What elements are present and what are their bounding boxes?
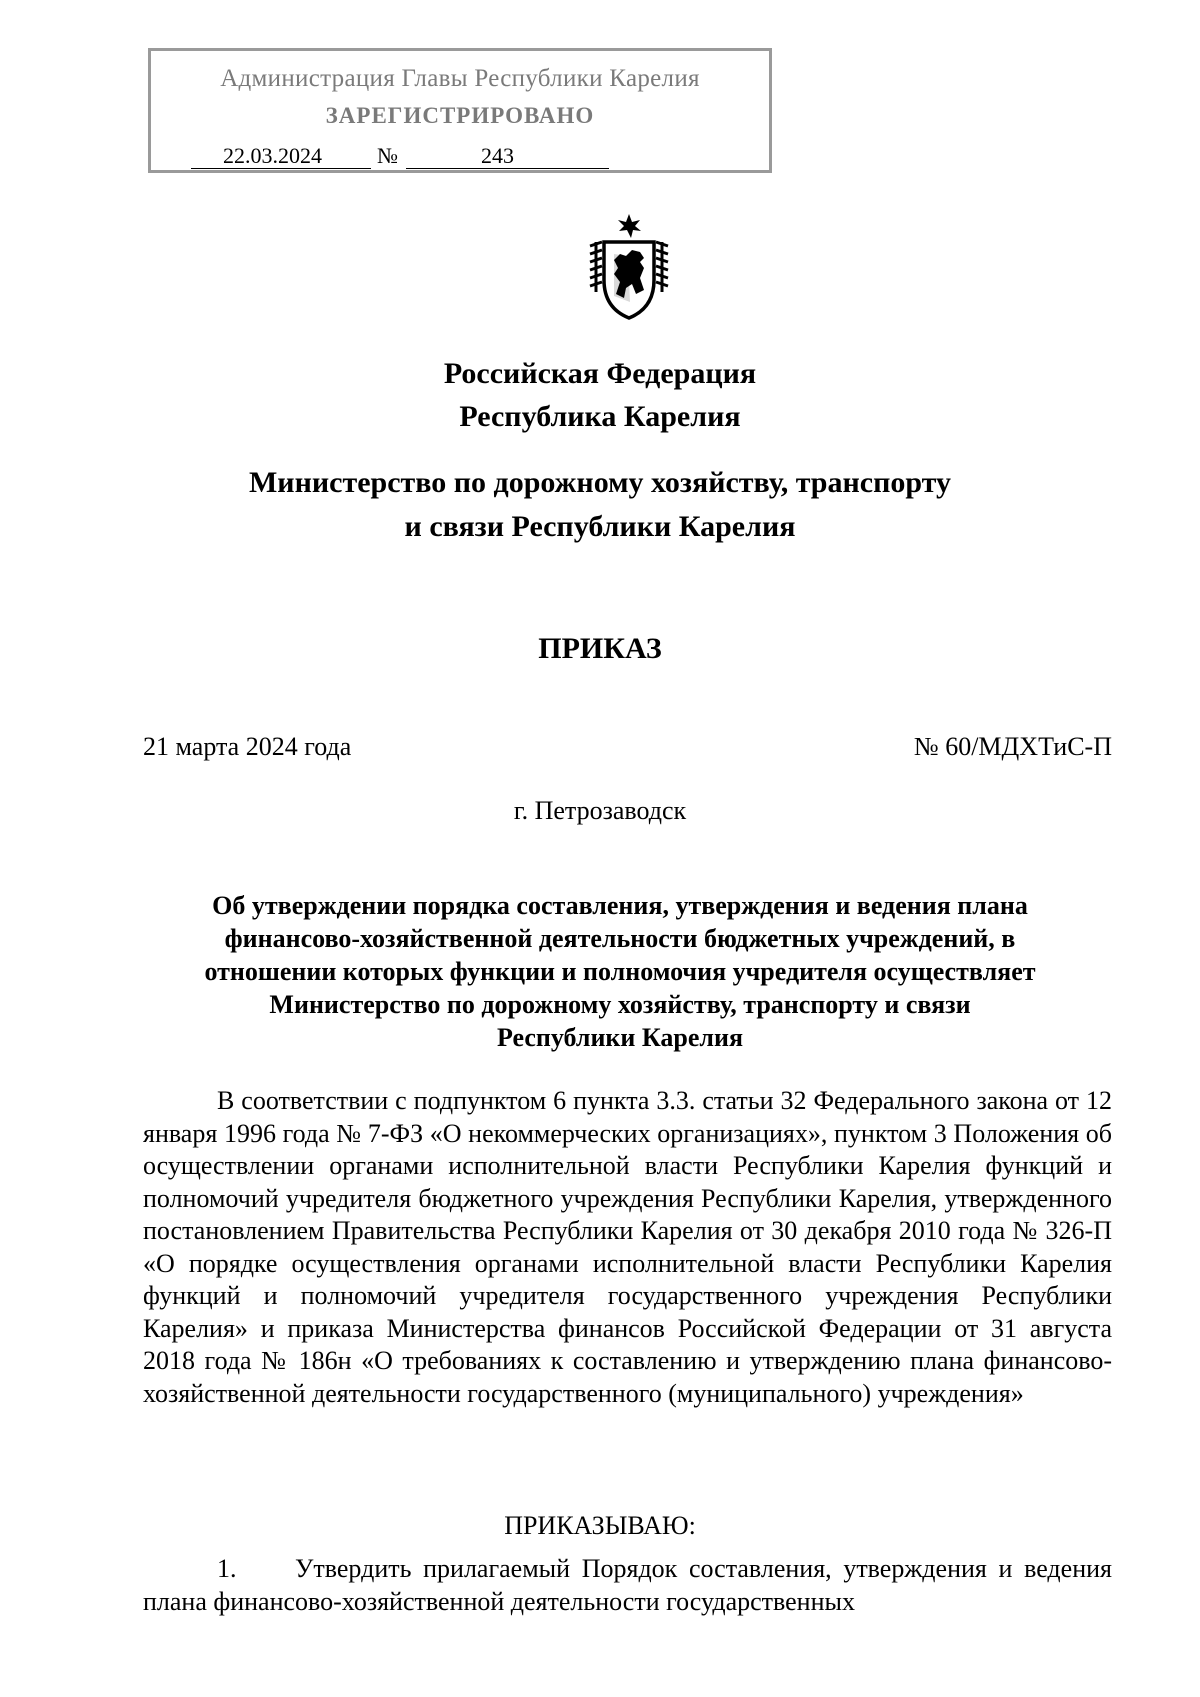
stamp-date: 22.03.2024 <box>223 143 322 168</box>
order-word: ПРИКАЗЫВАЮ: <box>504 1511 696 1540</box>
preamble-paragraph: В соответствии с подпунктом 6 пункта 3.3. статьи 32 Федерального закона от 12 января 1996 года № 7-ФЗ «О некоммерческих организациях», пунктом 3 Положения об осуществлении органами исполнительной власти Республики Карелия функций и полномочий учредителя бюджетного учреждения Республики Карелия, утвержденного постановлением Правительства Республики Карелия от 30 декабря 2010 года № 326-П «О порядке осуществления органами исполнительной власти Республики Карелия функций и полномочий учредителя государственного учреждения Республики Карелия» и приказа Министерства финансов Российской Федерации от 31 августа 2018 года № 186н «О требованиях к составлению и утверждению плана финансово-хозяйственной деятельности государственного (муниципального) учреждения» <box>143 1086 1112 1408</box>
stamp-title: Администрация Главы Республики Карелия <box>220 65 700 92</box>
subject-line: Республики Карелия <box>496 1023 744 1052</box>
document-number: № 60/МДХТиС-П <box>913 732 1112 761</box>
header-ministry-line2: и связи Республики Карелия <box>404 510 796 543</box>
header-republic: Республика Карелия <box>459 400 741 433</box>
order-item-text: Утвердить прилагаемый Порядок составления, утверждения и ведения плана финансово-хозяйственной деятельности государственных <box>143 1554 1112 1616</box>
stamp-number: 243 <box>481 143 514 168</box>
registration-stamp <box>148 48 772 173</box>
document-city: г. Петрозаводск <box>513 796 687 825</box>
coat-of-arms-icon <box>584 212 674 322</box>
order-item-number: 1. <box>217 1554 237 1583</box>
subject-line: отношении которых функции и полномочия учредителя осуществляет <box>204 957 1036 986</box>
subject-line: Министерство по дорожному хозяйству, транспорту и связи <box>269 990 971 1019</box>
subject-line: финансово-хозяйственной деятельности бюджетных учреждений, в <box>224 924 1016 953</box>
header-country: Российская Федерация <box>443 357 757 390</box>
stamp-registration-line <box>191 143 609 173</box>
subject-line: Об утверждении порядка составления, утверждения и ведения плана <box>212 891 1028 920</box>
stamp-status: ЗАРЕГИСТРИРОВАНО <box>325 103 595 128</box>
document-subject <box>160 889 1080 1054</box>
document-date: 21 марта 2024 года <box>143 732 352 761</box>
header-ministry-line1: Министерство по дорожному хозяйству, транспорту <box>248 466 952 499</box>
order-item-1 <box>143 1553 1112 1618</box>
stamp-number-label: № <box>377 143 398 168</box>
document-type: ПРИКАЗ <box>538 632 662 665</box>
